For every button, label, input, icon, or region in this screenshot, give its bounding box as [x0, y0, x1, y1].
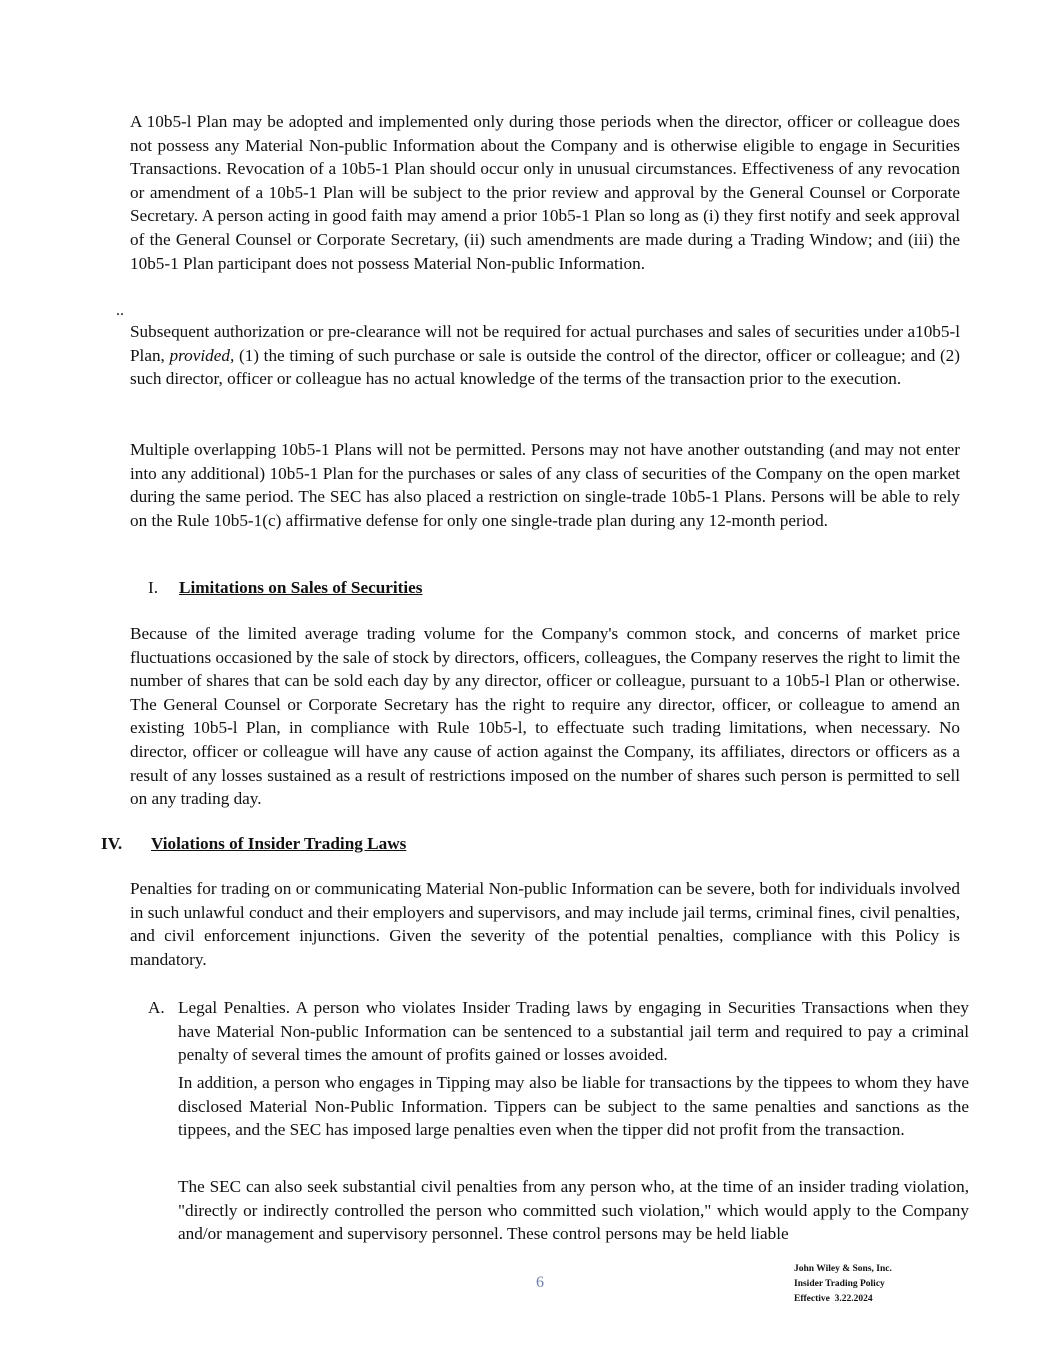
section-heading — [101, 834, 406, 854]
footer-company: John Wiley & Sons, Inc. — [794, 1264, 892, 1274]
stray-dots: .. — [116, 302, 124, 319]
provided-italic: provided, — [169, 345, 235, 365]
list-item-legal-penalties — [148, 996, 969, 1067]
footer-block — [794, 1262, 892, 1307]
page-number: 6 — [536, 1274, 544, 1291]
preclearance-text-start: Subsequent authorization or pre-clearance will not be required for actual purchases and sales of securities under a10b5-l Plan, — [130, 322, 960, 365]
subsection-number: I. — [148, 578, 159, 597]
paragraph-plan-adoption: A 10b5-l Plan may be adopted and implemented only during those periods when the director, officer or colleague does not possess any Material Non-public Information about the Company and is otherwise eligible to engage in Securities Transactions. Revocation of a 10b5-1 Plan should occur only in unusual circumstances. Effectiveness of any revocation or amendment of a 10b5-1 Plan will be subject to the prior review and approval by the General Counsel or Corporate Secretary. A person acting in good faith may amend a prior 10b5-1 Plan so long as (i) they first notify and seek approval of the General Counsel or Corporate Secretary, (ii) such amendments are made during a Trading Window; and (iii) the 10b5-1 Plan participant does not possess Material Non-public Information. — [130, 112, 960, 273]
paragraph-preclearance — [130, 320, 960, 391]
list-item-text: Legal Penalties. A person who violates Insider Trading laws by engaging in Securities Transactions when they have Material Non-public Information can be sentenced to a substantial jail term and required to pay a criminal penalty of several times the amount of profits gained or losses avoided. — [178, 998, 969, 1065]
paragraph-tipping: In addition, a person who engages in Tipping may also be liable for transactions by the tippees to whom they have disclosed Material Non-Public Information. Tippers can be subject to the same penalties and sanctions as the tippees, and the SEC has imposed large penalties even when the tipper did not profit from the transaction. — [178, 1073, 969, 1140]
paragraph-penalties: Penalties for trading on or communicating Material Non-public Information can be severe, both for individuals involved in such unlawful conduct and their employers and supervisors, and may include jail terms, criminal fines, civil penalties, and civil enforcement injunctions. Given the severity of the potential penalties, compliance with this Policy is mandatory. — [130, 879, 960, 969]
subsection-heading — [148, 578, 423, 598]
list-item-label: A. — [148, 998, 165, 1017]
section-number: IV. — [101, 834, 123, 853]
paragraph-control-persons: The SEC can also seek substantial civil penalties from any person who, at the time of an insider trading violation, "directly or indirectly controlled the person who committed such violation," which would apply to the Company and/or management and supervisory personnel. These control persons may be held liable — [178, 1177, 969, 1244]
paragraph-overlapping-plans: Multiple overlapping 10b5-1 Plans will not be permitted. Persons may not have another outstanding (and may not enter into any additional) 10b5-1 Plan for the purchases or sales of any class of securities of the Company on the open market during the same period. The SEC has also placed a restriction on single-trade 10b5-1 Plans. Persons will be able to rely on the Rule 10b5-1(c) affirmative defense for only one single-trade plan during any 12-month period. — [130, 440, 960, 530]
footer-effective: Effective 3.22.2024 — [794, 1294, 873, 1304]
section-title: Violations of Insider Trading Laws — [151, 834, 407, 853]
subsection-title: Limitations on Sales of Securities — [179, 578, 423, 597]
paragraph-sales-limitations: Because of the limited average trading volume for the Company's common stock, and concerns of market price fluctuations occasioned by the sale of stock by directors, officers, colleagues, the Company reserves the right to limit the number of shares that can be sold each day by any director, officer or colleague, pursuant to a 10b5-l Plan or otherwise. The General Counsel or Corporate Secretary has the right to require any director, officer, or colleague to amend an existing 10b5-l Plan, in compliance with Rule 10b5-l, to effectuate such trading limitations, when necessary. No director, officer or colleague will have any cause of action against the Company, its affiliates, directors or officers as a result of any losses sustained as a result of restrictions imposed on the number of shares such person is permitted to sell on any trading day. — [130, 624, 960, 809]
footer-policy: Insider Trading Policy — [794, 1279, 885, 1289]
preclearance-text-end: (1) the timing of such purchase or sale is outside the control of the director, officer or colleague; and (2) such director, officer or colleague has no actual knowledge of the terms of the transaction prior to the execution. — [130, 345, 960, 389]
